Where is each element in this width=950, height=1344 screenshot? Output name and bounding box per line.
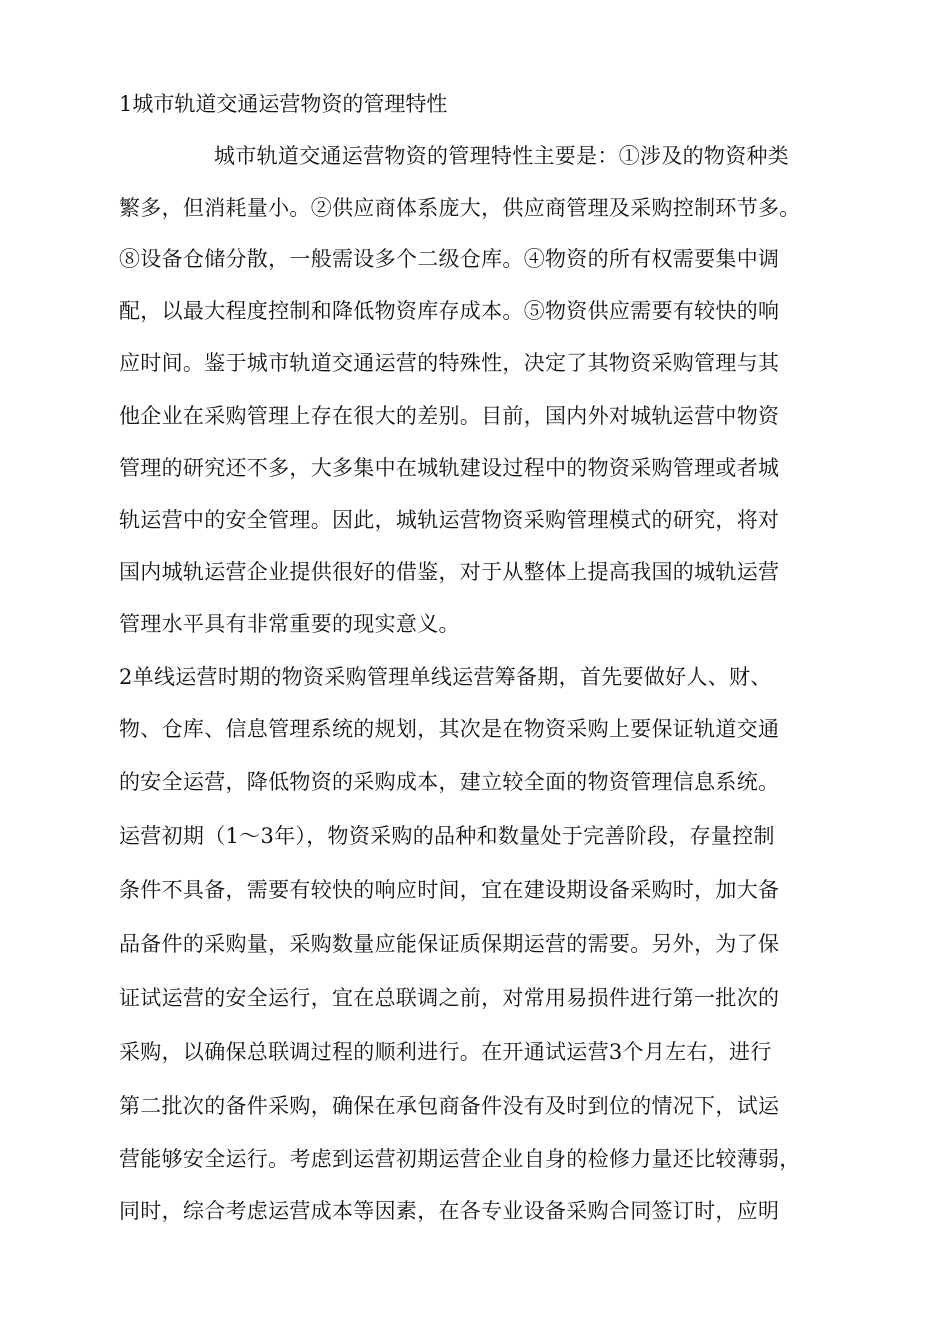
paragraph-line: 同时，综合考虑运营成本等因素，在各专业设备采购合同签订时，应明 [119, 1199, 780, 1223]
paragraph-line: 品备件的采购量，采购数量应能保证质保期运营的需要。另外，为了保 [119, 932, 780, 956]
section-1-heading: 1城市轨道交通运营物资的管理特性 [119, 92, 448, 116]
paragraph-line: 的安全运营，降低物资的采购成本，建立较全面的物资管理信息系统。 [119, 770, 780, 794]
paragraph-line: 条件不具备，需要有较快的响应时间，宜在建设期设备采购时，加大备 [119, 878, 780, 902]
paragraph-line: 他企业在采购管理上存在很大的差别。目前，国内外对城轨运营中物资 [119, 404, 780, 428]
paragraph-line: 物、仓库、信息管理系统的规划，其次是在物资采购上要保证轨道交通 [119, 717, 780, 741]
paragraph-line: 第二批次的备件采购，确保在承包商备件没有及时到位的情况下，试运 [119, 1094, 780, 1118]
paragraph-line: 城市轨道交通运营物资的管理特性主要是：①涉及的物资种类 [214, 144, 790, 168]
paragraph-line: 国内城轨运营企业提供很好的借鉴，对于从整体上提高我国的城轨运营 [119, 560, 780, 584]
paragraph-line: 轨运营中的安全管理。因此，城轨运营物资采购管理模式的研究，将对 [119, 508, 780, 532]
section-2-line: 2单线运营时期的物资采购管理单线运营筹备期，首先要做好人、财、 [119, 665, 772, 689]
paragraph-line: 繁多，但消耗量小。②供应商体系庞大，供应商管理及采购控制环节多。 [119, 196, 801, 220]
paragraph-line: 营能够安全运行。考虑到运营初期运营企业自身的检修力量还比较薄弱， [119, 1147, 801, 1171]
paragraph-line: 运营初期（1〜3年），物资采购的品种和数量处于完善阶段，存量控制 [119, 824, 775, 848]
paragraph-line: ⑧设备仓储分散，一般需设多个二级仓库。④物资的所有权需要集中调 [119, 247, 780, 271]
paragraph-line: 证试运营的安全运行，宜在总联调之前，对常用易损件进行第一批次的 [119, 986, 780, 1010]
paragraph-line: 管理水平具有非常重要的现实意义。 [119, 612, 460, 636]
paragraph-line: 配，以最大程度控制和降低物资库存成本。⑤物资供应需要有较快的响 [119, 299, 780, 323]
paragraph-line: 采购，以确保总联调过程的顺利进行。在开通试运营3个月左右，进行 [119, 1040, 772, 1064]
paragraph-line: 应时间。鉴于城市轨道交通运营的特殊性，决定了其物资采购管理与其 [119, 351, 780, 375]
paragraph-line: 管理的研究还不多，大多集中在城轨建设过程中的物资采购管理或者城 [119, 456, 780, 480]
